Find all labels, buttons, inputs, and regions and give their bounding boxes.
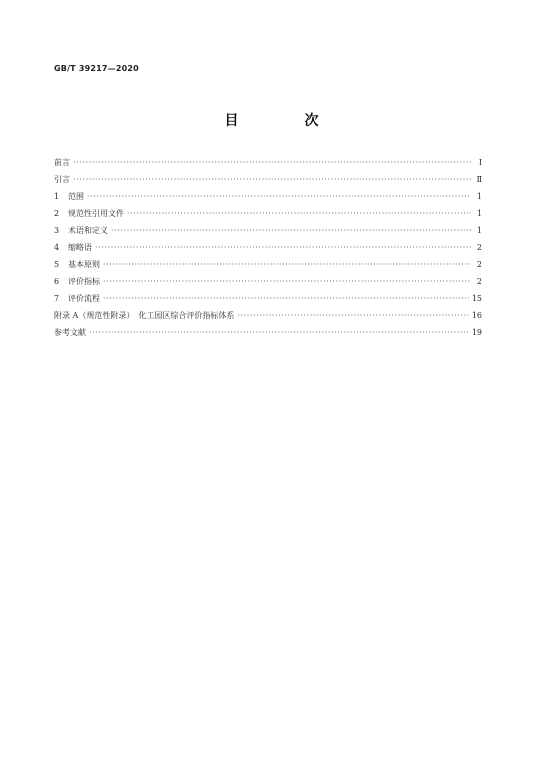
toc-entry-label: 附录 A（规范性附录） 化工园区综合评价指标体系 <box>54 311 235 320</box>
toc-dot-leader <box>89 324 469 341</box>
toc-entry-abbreviations[interactable] <box>54 239 482 256</box>
toc-entry-number: 1 <box>54 192 60 201</box>
toc-entry-label: 范围 <box>68 192 84 201</box>
toc-entry-normative-references[interactable] <box>54 205 482 222</box>
toc-entry-page: 1 <box>476 209 482 218</box>
toc-entry-foreword[interactable] <box>54 154 482 171</box>
toc-entry-page: 2 <box>476 260 482 269</box>
toc-entry-number: 6 <box>54 277 60 286</box>
toc-dot-leader <box>73 154 471 171</box>
toc-entry-page: Ⅰ <box>478 158 482 167</box>
toc-title: 目 次 <box>224 113 345 129</box>
toc-entry-number: 7 <box>54 294 60 303</box>
toc-entry-label: 术语和定义 <box>68 226 108 235</box>
toc-entry-label: 引言 <box>54 175 70 184</box>
toc-dot-leader <box>103 290 469 307</box>
toc-entry-number: 2 <box>54 209 60 218</box>
toc-entry-introduction[interactable] <box>54 171 482 188</box>
toc-entry-terms-definitions[interactable] <box>54 222 482 239</box>
toc-dot-leader <box>103 256 471 273</box>
toc-entry-page: 15 <box>471 294 482 303</box>
toc-dot-leader <box>127 205 471 222</box>
toc-entry-number: 3 <box>54 226 60 235</box>
toc-list <box>54 154 482 341</box>
toc-entry-bibliography[interactable] <box>54 324 482 341</box>
toc-entry-label: 缩略语 <box>68 243 92 252</box>
toc-entry-page: 1 <box>476 226 482 235</box>
toc-dot-leader <box>111 222 471 239</box>
toc-entry-label: 参考文献 <box>54 328 86 337</box>
toc-entry-page: 19 <box>471 328 482 337</box>
toc-entry-page: 1 <box>476 192 482 201</box>
toc-entry-number: 5 <box>54 260 60 269</box>
toc-entry-number: 4 <box>54 243 60 252</box>
toc-dot-leader <box>237 307 468 324</box>
toc-entry-basic-principles[interactable] <box>54 256 482 273</box>
toc-entry-page: 2 <box>476 277 482 286</box>
toc-entry-label: 规范性引用文件 <box>68 209 124 218</box>
toc-dot-leader <box>87 188 471 205</box>
toc-entry-page: 16 <box>471 311 482 320</box>
toc-entry-label: 前言 <box>54 158 70 167</box>
toc-entry-label: 基本原则 <box>68 260 100 269</box>
toc-entry-page: 2 <box>476 243 482 252</box>
toc-dot-leader <box>95 239 471 256</box>
toc-entry-evaluation-indicators[interactable] <box>54 273 482 290</box>
toc-entry-evaluation-process[interactable] <box>54 290 482 307</box>
toc-entry-label: 评价流程 <box>68 294 100 303</box>
toc-dot-leader <box>73 171 471 188</box>
toc-entry-page: Ⅱ <box>476 175 482 184</box>
toc-dot-leader <box>103 273 471 290</box>
toc-entry-label: 评价指标 <box>68 277 100 286</box>
standard-code: GB/T 39217—2020 <box>54 64 139 73</box>
toc-entry-annex-a[interactable] <box>54 307 482 324</box>
toc-entry-scope[interactable] <box>54 188 482 205</box>
